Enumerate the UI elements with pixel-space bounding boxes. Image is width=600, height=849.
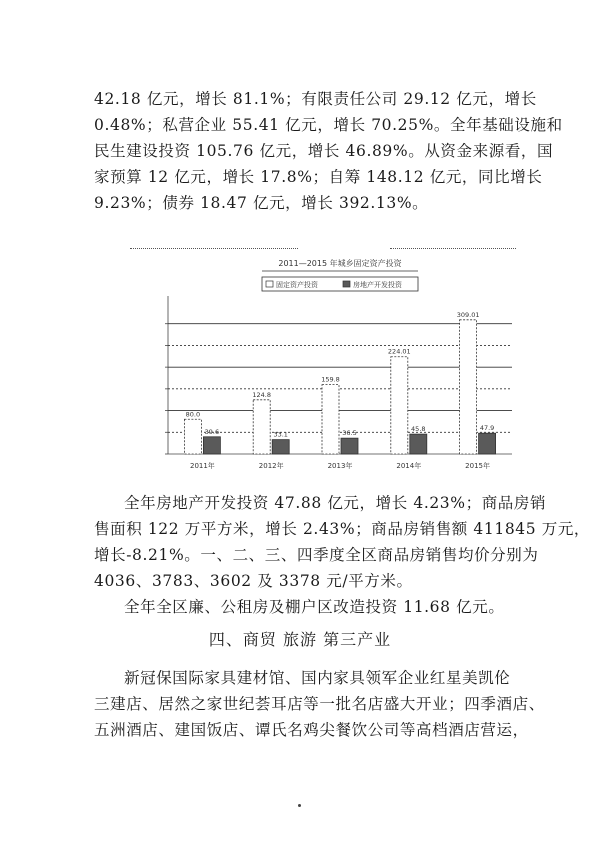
bar-real-estate (410, 434, 427, 454)
text-line: 家预算 12 亿元，增长 17.8%；自筹 148.12 亿元，同比增长 (94, 168, 543, 186)
text-line: 4036、3783、3602 及 3378 元/平方米。 (94, 572, 413, 590)
x-tick-label: 2012年 (258, 462, 284, 470)
bar-real-estate (272, 440, 289, 454)
bar-real-estate (203, 437, 220, 454)
legend-swatch-real-estate (343, 281, 350, 287)
text-line: 五洲酒店、建国饭店、谭氏名鸡尖餐饮公司等高档酒店营运， (94, 721, 529, 739)
bar-real-estate (341, 438, 358, 454)
divider-rule (130, 248, 298, 249)
text-line: 9.23%；债券 18.47 亿元，增长 392.13%。 (94, 194, 429, 212)
chart-title-group (262, 258, 418, 291)
bar-fixed-asset (391, 357, 408, 454)
text-line: 新冠保国际家具建材馆、国内家具领军企业红星美凯伦 (124, 669, 511, 687)
bar-fixed-asset (184, 419, 201, 454)
text-line: 民生建设投资 105.76 亿元，增长 46.89%。从资金来源看，国 (94, 142, 554, 160)
text-line: 增长-8.21%。一、二、三、四季度全区商品房销售均价分别为 (94, 546, 539, 564)
investment-bar-chart (150, 252, 530, 477)
x-tick-label: 2014年 (396, 462, 422, 470)
bar-fixed-asset (253, 400, 270, 454)
paragraph-commerce-tourism (94, 665, 545, 743)
text-line: 42.18 亿元，增长 81.1%；有限责任公司 29.12 亿元，增长 (94, 90, 537, 108)
x-tick-label: 2011年 (189, 462, 215, 470)
page-number-mark (298, 804, 301, 807)
legend-label-fixed-asset: 固定资产投资 (276, 281, 318, 289)
text-line: 售面积 122 万平方米，增长 2.43%；商品房销售额 411845 万元， (94, 520, 591, 538)
section-heading: 四、商贸 旅游 第三产业 (208, 630, 392, 649)
text-line: 三建店、居然之家世纪荟耳店等一批名店盛大开业；四季酒店、 (94, 695, 545, 713)
data-label: 124.8 (252, 390, 272, 399)
x-tick-label: 2013年 (327, 462, 353, 470)
data-label: 47.9 (479, 424, 495, 433)
legend-label-real-estate: 房地产开发投资 (353, 281, 402, 289)
plot-area (165, 296, 512, 470)
text-line: 0.48%；私营企业 55.41 亿元，增长 70.25%。全年基础设施和 (94, 116, 563, 134)
data-label: 224.01 (387, 347, 411, 356)
divider-rule (390, 248, 516, 249)
text-line: 全年房地产开发投资 47.88 亿元，增长 4.23%；商品房销 (124, 494, 547, 512)
paragraph-investment-structure (94, 86, 563, 216)
data-label: 45.8 (411, 425, 426, 434)
data-label: 309.01 (456, 310, 480, 319)
bar-real-estate (479, 433, 496, 454)
data-label: 159.8 (321, 375, 340, 384)
paragraph-real-estate (94, 490, 591, 594)
data-label: 36.5 (342, 429, 357, 438)
data-label: 80.0 (185, 410, 201, 419)
chart-title: 2011—2015 年城乡固定资产投资 (278, 259, 402, 268)
paragraph-shack-renovation (94, 594, 526, 620)
legend-swatch-fixed-asset (266, 281, 273, 287)
data-label: 39.6 (204, 427, 220, 436)
bar-fixed-asset (322, 385, 339, 454)
bar-fixed-asset (460, 320, 477, 454)
x-tick-label: 2015年 (465, 462, 491, 470)
data-label: 33.1 (273, 430, 288, 439)
text-line: 全年全区廉、公租房及棚户区改造投资 11.68 亿元。 (124, 598, 505, 616)
